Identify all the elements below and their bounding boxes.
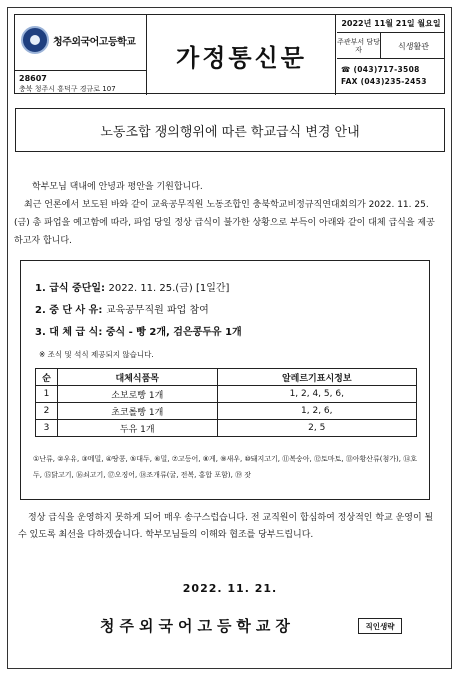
signature-date: 2022. 11. 21. [182, 582, 278, 595]
subject-title: 노동조합 쟁의행위에 따른 학교급식 변경 안내 [15, 108, 445, 152]
letter-header [14, 14, 445, 94]
column-header: 알레르기표시정보 [217, 369, 416, 386]
meal-note: ※ 조식 및 석식 제공되지 않습니다. [39, 350, 154, 359]
column-header: 대체식품목 [57, 369, 217, 386]
notice-item-label: 1. 급식 중단일: [35, 283, 106, 294]
logo-box [15, 15, 147, 71]
zip-code: 28607 [19, 74, 47, 83]
fax-number: FAX (043)235-2453 [341, 77, 427, 86]
table-cell: 초코롤빵 1개 [57, 403, 217, 420]
signature-school: 청주외국어고등학교장 [100, 617, 295, 635]
table-cell: 3 [36, 420, 58, 437]
table-cell: 1, 2, 6, [217, 403, 416, 420]
notice-item-text: 교육공무직원 파업 참여 [105, 305, 209, 316]
column-header: 순 [36, 369, 58, 386]
notice-item-substitute [35, 323, 242, 338]
school-emblem-icon [21, 26, 49, 54]
table-cell: 2 [36, 403, 58, 420]
table-row [36, 403, 417, 420]
table-cell: 소보로빵 1개 [57, 386, 217, 403]
school-address: 충북 청주시 흥덕구 경규로 107 [19, 85, 116, 93]
contact-info [337, 15, 445, 95]
responsible-label: 주관부서 담당자 [337, 33, 381, 59]
notice-item-date [35, 279, 229, 294]
school-info [15, 15, 147, 95]
notice-item-label: 2. 중 단 사 유: [35, 305, 103, 316]
school-logo-text: 청주외국어고등학교 [53, 37, 136, 48]
table-cell: 두유 1개 [57, 420, 217, 437]
official-seal-stamp: 직인생략 [358, 618, 402, 634]
issue-date: 2022년 11월 21일 월요일 [337, 15, 445, 33]
table-header-row [36, 369, 417, 386]
greeting-paragraph: 학부모님 댁내에 안녕과 평안을 기원합니다. [32, 182, 203, 192]
table-row [36, 420, 417, 437]
responsible-value: 식생활관 [398, 41, 429, 51]
notice-item-label: 3. 대 체 급 식: [35, 327, 103, 338]
notice-item-reason [35, 301, 209, 316]
substitute-menu-table [35, 368, 417, 437]
notice-item-text: 2022. 11. 25.(금) [1일간] [108, 283, 230, 294]
notice-item-text: 중식 - 빵 2개, 검은콩두유 1개 [105, 327, 242, 338]
intro-paragraph: 최근 언론에서 보도된 바와 같이 교육공무직원 노동조합인 충북학교비정규직연대회의가 2022. 11. 25.(금) 총 파업을 예고함에 따라, 파업 당일 정상 급식이 불가한 상황으로 부득이 아래와 같이 대체 급식을 제공하고자 합니다. [14, 200, 435, 246]
responsible-row [337, 33, 445, 59]
telephone: ☎ (043)717-3508 [341, 65, 420, 74]
document-title: 가정통신문 [148, 15, 336, 95]
notice-box [20, 260, 430, 500]
allergy-legend: ①난류, ②우유, ③메밀, ④땅콩, ⑤대두, ⑥밀, ⑦고등어, ⑧게, ⑨새우, ⑩돼지고기, ⑪복숭아, ⑫토마토, ⑬아황산류(첨가), ⑭호두, ⑮닭고기, ⑯쇠고기, ⑰오징어, ⑱조개류(굴, 전복, 홍합 포함), ⑲ 잣 [33, 455, 417, 479]
table-cell: 2, 5 [217, 420, 416, 437]
table-cell: 1 [36, 386, 58, 403]
closing-paragraph: 정상 급식을 운영하지 못하게 되어 매우 송구스럽습니다. 전 교직원이 합심하여 정상적인 학교 운영이 될 수 있도록 최선을 다하겠습니다. 학부모님들의 이해와 협조를 당부드립니다. [18, 513, 434, 540]
table-row [36, 386, 417, 403]
table-cell: 1, 2, 4, 5, 6, [217, 386, 416, 403]
